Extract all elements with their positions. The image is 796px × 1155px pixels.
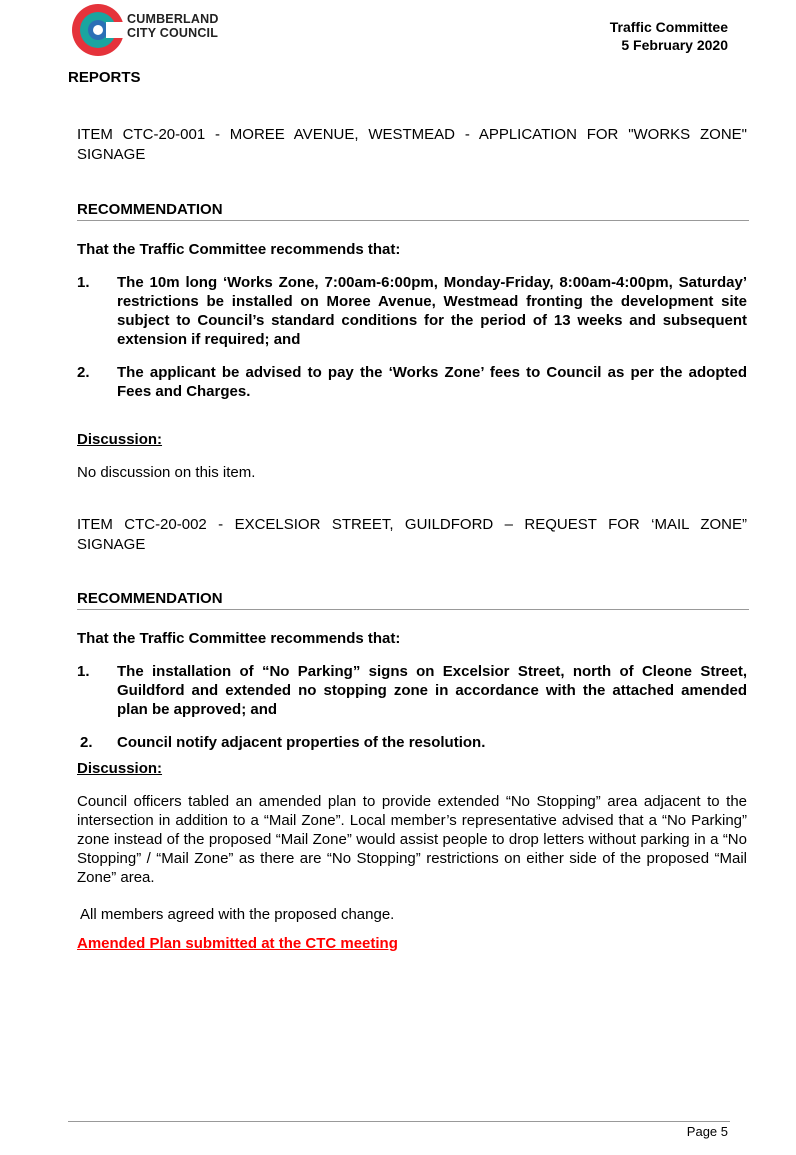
footer-divider <box>68 1121 730 1122</box>
discussion-heading: Discussion: <box>77 760 163 777</box>
discussion-heading: Discussion: <box>77 431 163 448</box>
list-item: 2. The applicant be advised to pay the ‘Works Zone’ fees to Council as per the adopted Fees and Charges. <box>77 364 747 400</box>
page-number: Page 5 <box>686 1124 728 1139</box>
recommendation-heading: RECOMMENDATION <box>77 201 749 221</box>
meeting-date: 5 February 2020 <box>621 37 728 53</box>
committee-name: Traffic Committee <box>609 19 728 35</box>
discussion-text: Council officers tabled an amended plan to provide extended “No Stopping” area adjacent to the intersection in addition to a “Mail Zone”. Local member’s representative advised that a “No Parking” zone instead of the proposed “Mail Zone” would assist people to drop letters without parking in a “No Stopping” / “Mail Zone” as there are “No Stopping” restrictions on either side of the proposed “Mail Zone” area. <box>77 793 747 886</box>
recommendation-heading: RECOMMENDATION <box>77 590 749 610</box>
amended-plan-note: Amended Plan submitted at the CTC meeting <box>77 935 398 952</box>
recommendation-intro: That the Traffic Committee recommends that: <box>77 630 401 647</box>
list-item: 1. The 10m long ‘Works Zone, 7:00am-6:00pm, Monday-Friday, 8:00am-4:00pm, Saturday’ restrictions be installed on Moree Avenue, Westmead fronting the development site subject to Council’s standard conditions for the period of 13 weeks and subsequent extension if required; and <box>77 274 747 348</box>
list-item: 2. Council notify adjacent properties of the resolution. <box>80 734 486 751</box>
discussion-text: No discussion on this item. <box>77 464 256 481</box>
list-item: 1. The installation of “No Parking” signs on Excelsior Street, north of Cleone Street, Guildford and extended no stopping zone in accordance with the attached amended plan be approved; and <box>77 663 747 718</box>
item-title: ITEM CTC-20-002 - EXCELSIOR STREET, GUILDFORD – REQUEST FOR ‘MAIL ZONE” SIGNAGE <box>77 516 747 553</box>
council-name: CUMBERLAND CITY COUNCIL <box>127 12 219 40</box>
item-title: ITEM CTC-20-001 - MOREE AVENUE, WESTMEAD - APPLICATION FOR "WORKS ZONE" SIGNAGE <box>77 126 747 163</box>
document-header <box>610 18 728 54</box>
discussion-text: All members agreed with the proposed change. <box>80 906 395 923</box>
section-title: REPORTS <box>68 69 141 86</box>
recommendation-intro: That the Traffic Committee recommends that: <box>77 241 401 258</box>
